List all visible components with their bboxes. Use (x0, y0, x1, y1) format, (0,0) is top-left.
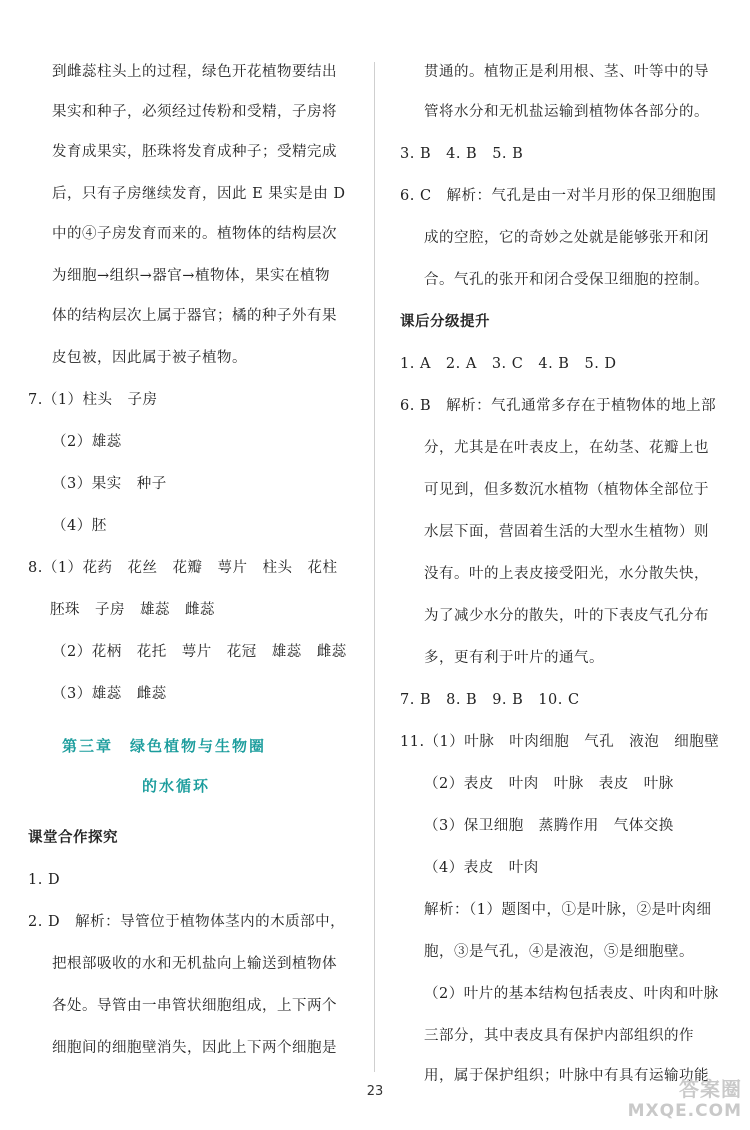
text-line: 中的④子房发育而来的。植物体的结构层次 (52, 226, 337, 242)
chapter-title: 的水循环 (142, 777, 211, 795)
text-line: 贯通的。植物正是利用根、茎、叶等中的导 (424, 64, 709, 80)
text-line: （4）胚 (52, 518, 107, 534)
text-line: （2）雄蕊 (52, 434, 122, 450)
text-line: （2）表皮 叶肉 叶脉 表皮 叶脉 (424, 776, 674, 792)
section-heading: 课后分级提升 (400, 313, 490, 330)
text-line: 三部分，其中表皮具有保护内部组织的作 (424, 1028, 694, 1044)
text-line: 用，属于保护组织；叶脉中有具有运输功能 (424, 1068, 709, 1084)
text-line: 皮包被，因此属于被子植物。 (52, 350, 247, 366)
text-line: 成的空腔，它的奇妙之处就是能够张开和闭 (424, 230, 709, 246)
text-line: 3. B 4. B 5. B (400, 146, 524, 162)
watermark-line2: MXQE.COM (627, 1101, 742, 1121)
text-line: （3）雄蕊 雌蕊 (52, 686, 167, 702)
text-line: 细胞间的细胞壁消失，因此上下两个细胞是 (52, 1040, 337, 1056)
text-line: （3）果实 种子 (52, 476, 167, 492)
text-line: （4）表皮 叶肉 (424, 860, 539, 876)
chapter-title: 第三章 绿色植物与生物圈 (62, 737, 267, 755)
text-line: （2）叶片的基本结构包括表皮、叶肉和叶脉 (424, 986, 719, 1002)
text-line: 体的结构层次上属于器官；橘的种子外有果 (52, 308, 337, 324)
text-line: 1. D (28, 872, 61, 888)
text-line: （2）花柄 花托 萼片 花冠 雄蕊 雌蕊 (52, 644, 347, 660)
text-line: （3）保卫细胞 蒸腾作用 气体交换 (424, 818, 674, 834)
text-line: 到雌蕊柱头上的过程，绿色开花植物要结出 (52, 64, 337, 80)
text-line: 1. A 2. A 3. C 4. B 5. D (400, 356, 617, 372)
text-line: 胚珠 子房 雄蕊 雌蕊 (50, 602, 215, 618)
text-line: 多，更有利于叶片的通气。 (424, 650, 604, 666)
text-line: 后，只有子房继续发育，因此 E 果实是由 D (52, 186, 346, 202)
watermark-logo (612, 1078, 742, 1124)
watermark-line1: 答案圈 (679, 1077, 742, 1101)
text-line: 6. C 解析：气孔是由一对半月形的保卫细胞围 (400, 188, 717, 204)
section-heading: 课堂合作探究 (28, 829, 118, 846)
page-number: 23 (366, 1084, 384, 1099)
text-line: 为了减少水分的散失，叶的下表皮气孔分布 (424, 608, 709, 624)
text-line: 7. B 8. B 9. B 10. C (400, 692, 580, 708)
text-line: 没有。叶的上表皮接受阳光，水分散失快， (424, 566, 709, 582)
text-line: 2. D 解析：导管位于植物体茎内的木质部中， (28, 914, 346, 930)
text-line: 6. B 解析：气孔通常多存在于植物体的地上部 (400, 398, 717, 414)
text-line: 发育成果实，胚珠将发育成种子；受精完成 (52, 144, 337, 160)
text-line: 7.（1）柱头 子房 (28, 392, 158, 408)
text-line: 解析：（1）题图中，①是叶脉，②是叶肉细 (424, 902, 712, 918)
text-line: 8.（1）花药 花丝 花瓣 萼片 柱头 花柱 (28, 560, 338, 576)
text-line: 合。气孔的张开和闭合受保卫细胞的控制。 (424, 272, 709, 288)
text-line: 为细胞→组织→器官→植物体，果实在植物 (52, 268, 330, 284)
text-line: 分，尤其是在叶表皮上，在幼茎、花瓣上也 (424, 440, 709, 456)
text-line: 水层下面，营固着生活的大型水生植物）则 (424, 524, 709, 540)
column-divider (374, 62, 375, 1072)
text-line: 果实和种子，必须经过传粉和受精，子房将 (52, 104, 337, 120)
text-line: 把根部吸收的水和无机盐向上输送到植物体 (52, 956, 337, 972)
text-line: 11.（1）叶脉 叶肉细胞 气孔 液泡 细胞壁 (400, 734, 720, 750)
text-line: 管将水分和无机盐运输到植物体各部分的。 (424, 104, 709, 120)
text-line: 胞，③是气孔，④是液泡，⑤是细胞壁。 (424, 944, 694, 960)
text-line: 可见到，但多数沉水植物（植物体全部位于 (424, 482, 709, 498)
text-line: 各处。导管由一串管状细胞组成，上下两个 (52, 998, 337, 1014)
